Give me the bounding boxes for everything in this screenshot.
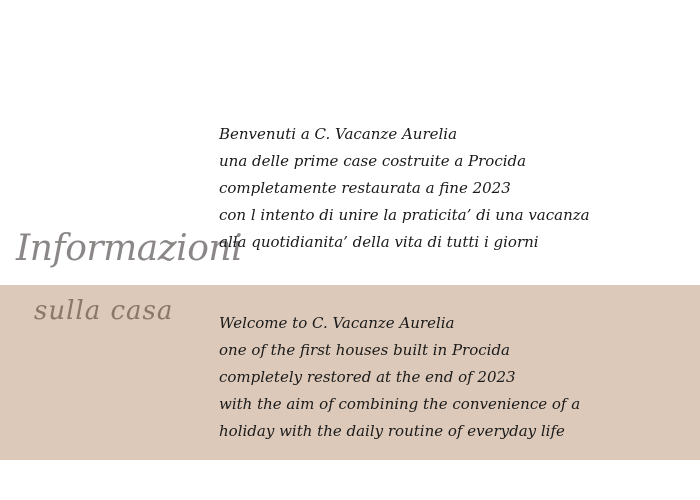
heading-informazioni: Informazioni [16, 228, 243, 269]
italian-line: Benvenuti a C. Vacanze Aurelia [219, 125, 458, 143]
english-line: Welcome to C. Vacanze Aurelia [219, 314, 455, 332]
english-line: holiday with the daily routine of everyday life [219, 422, 565, 440]
english-description [219, 310, 580, 445]
italian-line: una delle prime case costruite a Procida [219, 152, 527, 170]
english-line: one of the first houses built in Procida [219, 341, 510, 359]
italian-line: con l intento di unire la praticita’ di una vacanza [219, 206, 590, 224]
italian-line: alla quotidianita’ della vita di tutti i giorni [219, 233, 539, 251]
italian-line: completamente restaurata a fine 2023 [219, 179, 511, 197]
english-line: with the aim of combining the convenience of a [219, 395, 581, 413]
italian-description [219, 121, 590, 256]
heading-sulla-casa: sulla casa [34, 296, 174, 326]
english-line: completely restored at the end of 2023 [219, 368, 516, 386]
